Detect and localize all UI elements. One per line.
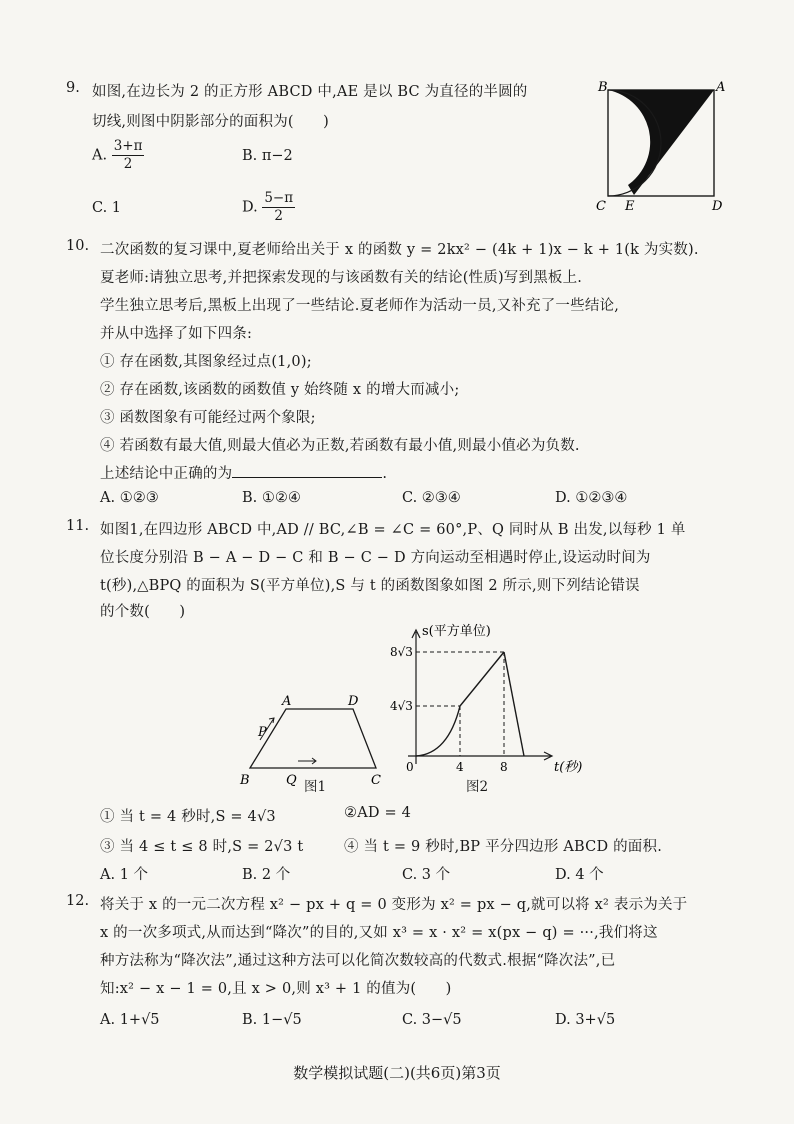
y-tick-high: 8√3: [390, 645, 413, 659]
q11-option-a: A. 1 个: [100, 867, 149, 883]
q12-option-b: B. 1−√5: [242, 1012, 302, 1028]
y-axis-label: s(平方单位): [422, 624, 491, 639]
q9-option-d: D. $\frac{5-\pi}{2}$: [242, 190, 294, 224]
q10-option-b: B. ①②④: [242, 490, 301, 506]
q9-text-line1: 如图,在边长为 2 的正方形 ABCD 中,AE 是以 BC 为直径的半圆的: [92, 84, 528, 100]
linear-segment: [460, 652, 504, 706]
x-axis-label: t(秒): [554, 760, 583, 775]
q11-statement-1: ① 当 t = 4 秒时,S = 4√3: [100, 809, 276, 825]
q10-statement-3: ③ 函数图象有可能经过两个象限;: [100, 410, 316, 426]
fig1-caption: 图1: [304, 779, 327, 795]
label-a: A: [716, 80, 726, 95]
q10-statement-1: ① 存在函数,其图象经过点(1,0);: [100, 354, 312, 370]
q10-statement-4: ④ 若函数有最大值,则最大值必为正数,若函数有最小值,则最小值必为负数.: [100, 438, 580, 454]
label-p: P: [258, 725, 267, 740]
q9-square-figure: [590, 78, 730, 218]
q10-text-line1: 二次函数的复习课中,夏老师给出关于 x 的函数 y = 2kx² − (4k + 1)x − k + 1(k 为实数).: [100, 242, 699, 258]
q12-option-a: A. 1+√5: [100, 1012, 160, 1028]
origin-label: 0: [406, 760, 414, 774]
q12-text-line3: 种方法称为“降次法”,通过这种方法可以化简次数较高的代数式.根据“降次法”,已: [100, 953, 616, 969]
q11-number: 11.: [66, 518, 90, 534]
answer-blank: [232, 463, 382, 478]
q9-text-line2: 切线,则图中阴影部分的面积为( ): [92, 114, 330, 130]
q10-text-line4: 并从中选择了如下四条:: [100, 326, 253, 342]
q10-option-d: D. ①②③④: [555, 490, 628, 506]
label-q: Q: [286, 773, 297, 788]
q10-option-a: A. ①②③: [100, 490, 159, 506]
q11-statement-3: ③ 当 4 ≤ t ≤ 8 时,S = 2√3 t: [100, 839, 304, 855]
q11-text-line1: 如图1,在四边形 ABCD 中,AD // BC,∠B = ∠C = 60°,P、Q 同时从 B 出发,以每秒 1 单: [100, 522, 686, 538]
q12-option-d: D. 3+√5: [555, 1012, 616, 1028]
q10-text-line3: 学生独立思考后,黑板上出现了一些结论.夏老师作为活动一员,又补充了一些结论,: [100, 298, 620, 314]
q11-option-b: B. 2 个: [242, 867, 291, 883]
curve-segment: [416, 706, 460, 756]
label-a: A: [282, 694, 292, 709]
label-c: C: [371, 773, 381, 788]
q9-option-a: A. $\frac{3+\pi}{2}$: [92, 138, 143, 172]
q10-number: 10.: [66, 238, 90, 254]
y-tick-low: 4√3: [390, 699, 413, 713]
q12-text-line4: 知:x² − x − 1 = 0,且 x > 0,则 x³ + 1 的值为( ): [100, 981, 452, 997]
q9-number: 9.: [66, 80, 80, 96]
label-e: E: [625, 199, 635, 214]
label-b: B: [240, 773, 250, 788]
q12-text-line1: 将关于 x 的一元二次方程 x² − px + q = 0 变形为 x² = px − q,就可以将 x² 表示为关于: [100, 897, 688, 913]
q10-text-line2: 夏老师:请独立思考,并把探索发现的与该函数有关的结论(性质)写到黑板上.: [100, 270, 583, 286]
q12-option-c: C. 3−√5: [402, 1012, 462, 1028]
q10-option-c: C. ②③④: [402, 490, 461, 506]
q10-statement-2: ② 存在函数,该函数的函数值 y 始终随 x 的增大而减小;: [100, 382, 460, 398]
q11-option-d: D. 4 个: [555, 867, 604, 883]
label-d: D: [348, 694, 359, 709]
x-tick-4: 4: [456, 760, 464, 774]
q11-option-c: C. 3 个: [402, 867, 451, 883]
q11-text-line2: 位长度分别沿 B − A − D − C 和 B − C − D 方向运动至相遇时停止,设运动时间为: [100, 550, 651, 566]
page-footer: 数学模拟试题(二)(共6页)第3页: [293, 1064, 501, 1082]
q11-statement-2: ②AD = 4: [344, 805, 412, 821]
label-d: D: [712, 199, 723, 214]
label-c: C: [596, 199, 606, 214]
q12-number: 12.: [66, 893, 90, 909]
q11-fig2-graph: [386, 620, 616, 780]
descending-segment: [504, 652, 524, 756]
q9-option-c: C. 1: [92, 200, 122, 216]
label-b: B: [598, 80, 608, 95]
q10-prompt: 上述结论中正确的为 .: [100, 462, 387, 483]
q11-statement-4: ④ 当 t = 9 秒时,BP 平分四边形 ABCD 的面积.: [344, 839, 663, 855]
q12-text-line2: x 的一次多项式,从而达到“降次”的目的,又如 x³ = x · x² = x(px − q) = ···,我们将这: [100, 925, 658, 941]
q9-option-b: B. π−2: [242, 148, 293, 164]
q11-text-line3: t(秒),△BPQ 的面积为 S(平方单位),S 与 t 的函数图象如图 2 所示,则下列结论错误: [100, 578, 640, 594]
q11-text-line4: 的个数( ): [100, 604, 186, 620]
x-tick-8: 8: [500, 760, 508, 774]
fig2-caption: 图2: [466, 779, 489, 795]
